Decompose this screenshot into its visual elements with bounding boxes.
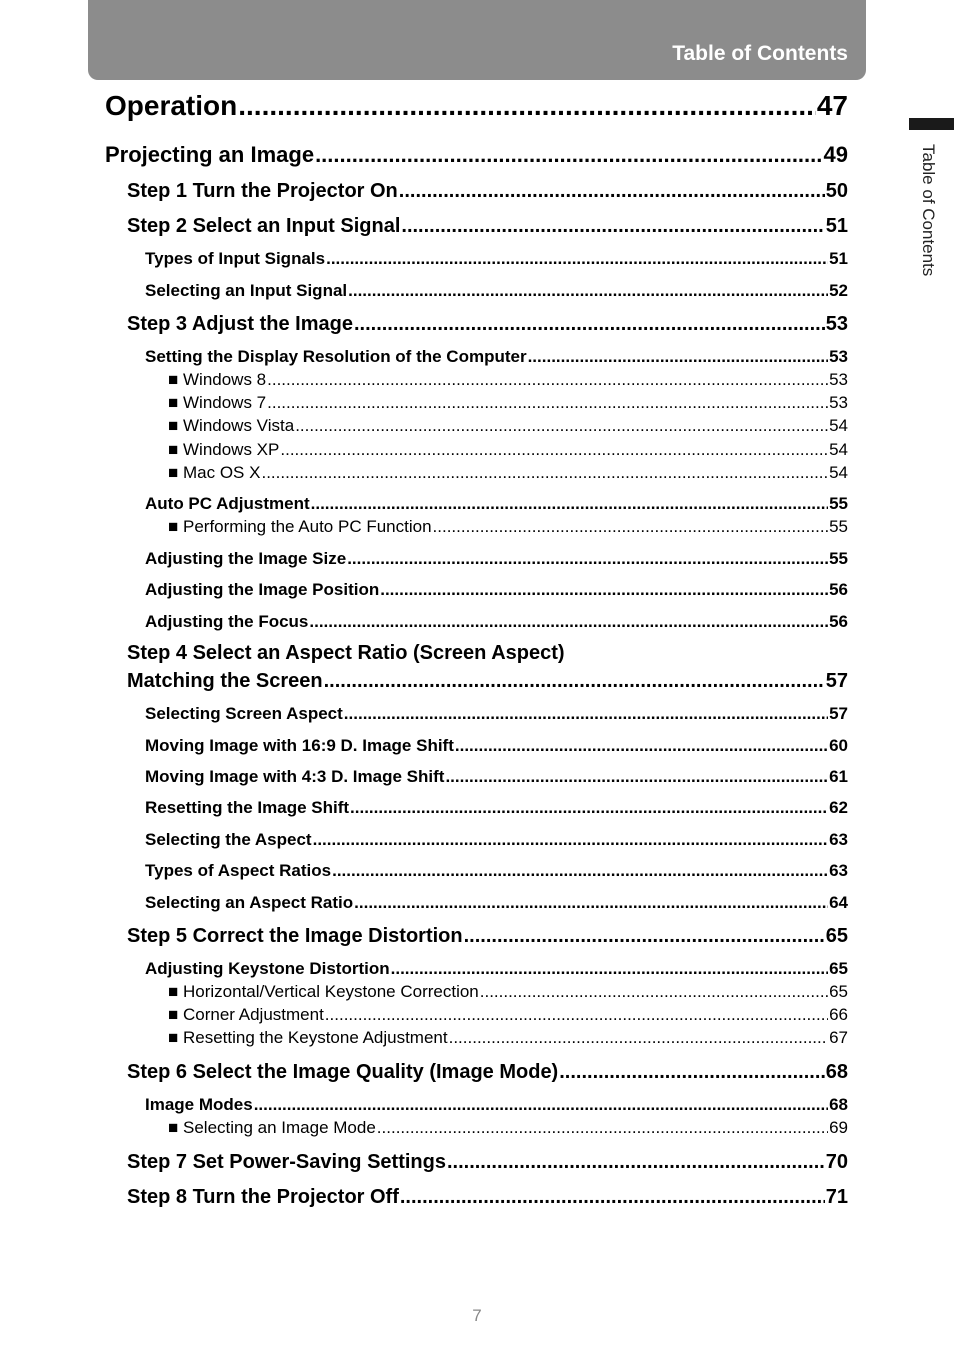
toc-entry-page: 55 [829,494,848,513]
toc-entry-page: 56 [829,580,848,599]
toc-dot-leader [401,215,824,238]
toc-dot-leader [267,393,828,413]
toc-entry[interactable] [145,247,848,269]
toc-entry[interactable] [145,891,848,913]
toc-dot-leader [326,249,828,269]
toc-entry-title: Step 8 Turn the Projector Off [127,1186,399,1208]
toc-entry-page: 54 [829,463,848,482]
toc-entry-page: 69 [829,1118,848,1137]
toc-entry-page: 53 [829,370,848,389]
toc-dot-leader [400,1186,825,1209]
toc-entry[interactable] [145,578,848,600]
toc-entry-title: Step 1 Turn the Projector On [127,180,398,202]
toc-entry-page: 47 [816,90,848,121]
toc-dot-leader [350,798,828,818]
toc-entry[interactable] [168,462,848,483]
toc-entry-page: 60 [829,736,848,755]
toc-entry-title: Adjusting Keystone Distortion [145,959,390,978]
toc-entry[interactable] [145,859,848,881]
toc-entry-title: Step 5 Correct the Image Distortion [127,925,463,947]
toc-dot-leader [254,1095,828,1115]
toc-entry[interactable] [105,88,848,122]
toc-entry[interactable] [145,796,848,818]
toc-dot-leader [347,549,828,569]
toc-entry[interactable] [127,311,848,336]
toc-entry-page: 65 [829,982,848,1001]
toc-entry-page: 70 [825,1151,848,1173]
toc-entry-page: 57 [825,670,848,692]
toc-entry[interactable] [168,981,848,1002]
toc-entry[interactable] [145,957,848,979]
toc-entry-title: Image Modes [145,1095,253,1114]
toc-dot-leader [309,612,828,632]
toc-entry-title: Step 6 Select the Image Quality (Image Mode) [127,1061,559,1083]
toc-entry[interactable] [127,668,848,693]
toc-entry[interactable] [168,1027,848,1048]
toc-entry-page: 51 [825,215,848,237]
toc-entry-title: Types of Aspect Ratios [145,861,332,880]
toc-dot-leader [433,517,829,537]
toc-entry-title: ■ Windows Vista [168,416,294,436]
toc-entry-title: Step 3 Adjust the Image [127,313,353,335]
toc-entry[interactable] [168,516,848,537]
toc-entry-title: ■ Performing the Auto PC Function [168,517,432,537]
toc-entry-page: 67 [829,1028,848,1047]
toc-entry-title: ■ Selecting an Image Mode [168,1118,376,1138]
toc-entry[interactable] [168,439,848,460]
toc-dot-leader [528,347,829,367]
toc-entry-page: 68 [829,1095,848,1114]
toc-entry[interactable] [145,702,848,724]
toc-dot-leader [354,893,828,913]
toc-entry-title: ■ Corner Adjustment [168,1005,324,1025]
toc-entry-page: 55 [829,549,848,568]
toc-entry[interactable] [105,140,848,168]
toc-entry-title: ■ Windows 8 [168,370,266,390]
toc-entry-title: Auto PC Adjustment [145,494,310,513]
toc-entry-page: 68 [825,1061,848,1083]
toc-entry[interactable] [145,828,848,850]
toc-dot-leader [238,90,816,122]
toc-entry[interactable] [168,392,848,413]
toc-entry-title: Operation [105,90,238,121]
toc-dot-leader [315,142,822,168]
toc-dot-leader [559,1061,825,1084]
toc-entry-title: Selecting the Aspect [145,830,312,849]
toc-entry[interactable] [168,415,848,436]
toc-entry-title: ■ Mac OS X [168,463,260,483]
toc-entry-page: 61 [829,767,848,786]
toc-dot-leader [313,830,828,850]
toc-entry-title: ■ Windows XP [168,440,279,460]
toc-entry[interactable] [127,213,848,238]
toc-entry-page: 53 [829,393,848,412]
toc-entry-page: 65 [825,925,848,947]
toc-dot-leader [447,1151,825,1174]
toc-entry[interactable] [168,1004,848,1025]
toc-entry-page: 49 [823,142,848,167]
toc-entry[interactable] [127,1184,848,1209]
toc-entry[interactable] [145,279,848,301]
toc-entry[interactable] [145,610,848,632]
toc-dot-leader [449,1028,828,1048]
toc-dot-leader [324,670,825,693]
toc-entry-title: Adjusting the Image Size [145,549,347,568]
toc-entry-title: Setting the Display Resolution of the Computer [145,347,527,366]
toc-entry[interactable] [168,1117,848,1138]
toc-entry[interactable] [127,923,848,948]
toc-entry[interactable] [168,369,848,390]
toc-entry-page: 66 [829,1005,848,1024]
toc-dot-leader [332,861,828,881]
toc-entry-title: Selecting Screen Aspect [145,704,343,723]
toc-dot-leader [445,767,828,787]
toc-entry-title: Step 2 Select an Input Signal [127,215,401,237]
toc-entry[interactable] [145,345,848,367]
toc-entry-title: Adjusting the Image Position [145,580,380,599]
toc-entry-page: 63 [829,830,848,849]
toc-entry-page: 65 [829,959,848,978]
toc-entry-page: 63 [829,861,848,880]
toc-dot-leader [280,440,828,460]
toc-dot-leader [380,580,828,600]
toc-dot-leader [399,180,825,203]
toc-entry-page: 52 [829,281,848,300]
toc-entry-title: Adjusting the Focus [145,612,309,631]
toc-entry[interactable] [145,734,848,756]
toc-dot-leader [267,370,828,390]
toc-entry[interactable] [145,547,848,569]
toc-entry[interactable] [127,1059,848,1084]
toc-heading-line: Step 4 Select an Aspect Ratio (Screen Aspect) [127,642,565,664]
toc-entry[interactable] [127,1149,848,1174]
toc-dot-leader [261,463,828,483]
toc-entry-page: 50 [825,180,848,202]
toc-entry[interactable] [127,178,848,203]
toc-entry-page: 57 [829,704,848,723]
toc-entry-page: 71 [825,1186,848,1208]
toc-entry-page: 55 [829,517,848,536]
toc-entry-title: Resetting the Image Shift [145,798,350,817]
toc-entry-title: Types of Input Signals [145,249,326,268]
toc-entry-page: 64 [829,893,848,912]
toc-entry-page: 53 [825,313,848,335]
toc-entry[interactable] [145,765,848,787]
toc-entry-title: ■ Windows 7 [168,393,266,413]
header-title: Table of Contents [672,42,848,65]
side-tab-label: Table of Contents [919,144,938,277]
toc-entry-title: Selecting an Input Signal [145,281,348,300]
toc-dot-leader [344,704,828,724]
toc-dot-leader [455,736,828,756]
toc-dot-leader [311,494,828,514]
toc-dot-leader [325,1005,828,1025]
toc-dot-leader [464,925,825,948]
toc-dot-leader [480,982,828,1002]
toc-entry[interactable] [145,492,848,514]
toc-dot-leader [377,1118,828,1138]
toc-entry-title: Projecting an Image [105,142,315,167]
toc-entry-title: Moving Image with 4:3 D. Image Shift [145,767,445,786]
toc-entry[interactable] [145,1093,848,1115]
toc-entry-page: 51 [829,249,848,268]
toc-entry-title: Step 7 Set Power-Saving Settings [127,1151,446,1173]
toc-entry-page: 53 [829,347,848,366]
page-number: 7 [472,1306,482,1325]
toc-dot-leader [348,281,828,301]
toc-entry-page: 54 [829,416,848,435]
toc-entry-page: 54 [829,440,848,459]
toc-entry-title: Selecting an Aspect Ratio [145,893,354,912]
toc-entry-title: ■ Resetting the Keystone Adjustment [168,1028,448,1048]
toc-dot-leader [354,313,825,336]
toc-dot-leader [295,416,828,436]
toc-entry-title: ■ Horizontal/Vertical Keystone Correction [168,982,479,1002]
toc-entry-title: Matching the Screen [127,670,323,692]
toc-entry-page: 62 [829,798,848,817]
toc-entry-title: Moving Image with 16:9 D. Image Shift [145,736,454,755]
toc-dot-leader [391,959,828,979]
toc-entry-page: 56 [829,612,848,631]
